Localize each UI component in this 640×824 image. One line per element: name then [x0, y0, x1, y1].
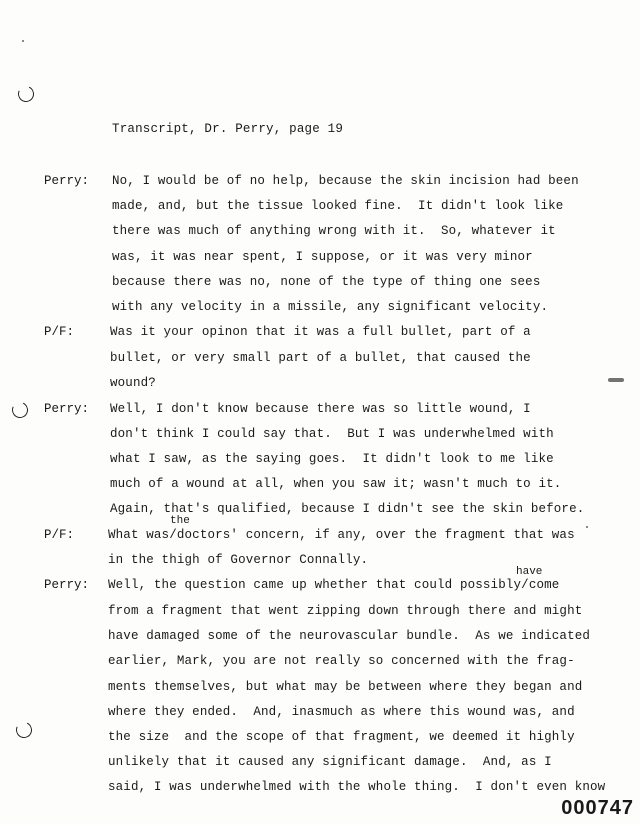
- transcript-line: unlikely that it caused any significant damage. And, as I: [108, 755, 552, 769]
- speaker-label: Perry:: [44, 174, 90, 188]
- transcript-line: there was much of anything wrong with it. So, whatever it: [112, 224, 556, 238]
- transcript-line: was, it was near spent, I suppose, or it was very minor: [112, 250, 533, 264]
- transcript-line: from a fragment that went zipping down through there and might: [108, 604, 583, 618]
- page-header: Transcript, Dr. Perry, page 19: [112, 122, 344, 136]
- transcript-line: made, and, but the tissue looked fine. It didn't look like: [112, 199, 564, 213]
- transcript-line: Well, I don't know because there was so little wound, I: [110, 402, 531, 416]
- speaker-label: P/F:: [44, 325, 75, 339]
- transcript-line: bullet, or very small part of a bullet, that caused the: [110, 351, 531, 365]
- transcript-line: What was/doctors' concern, if any, over the fragment that was: [108, 528, 575, 542]
- transcript-line: No, I would be of no help, because the skin incision had been: [112, 174, 579, 188]
- speaker-label: Perry:: [44, 578, 90, 592]
- transcript-line: Was it your opinon that it was a full bullet, part of a: [110, 325, 531, 339]
- transcript-line: what I saw, as the saying goes. It didn't look to me like: [110, 452, 554, 466]
- transcript-line: wound?: [110, 376, 156, 390]
- speaker-label: Perry:: [44, 402, 90, 416]
- transcript-line: much of a wound at all, when you saw it; wasn't much to it.: [110, 477, 562, 491]
- transcript-line: Again, that's qualified, because I didn't see the skin before.: [110, 502, 585, 516]
- punch-hole-mark-middle: [10, 400, 31, 421]
- margin-smudge: [608, 378, 624, 382]
- transcript-line: don't think I could say that. But I was underwhelmed with: [110, 427, 554, 441]
- inserted-word-the: the: [170, 515, 190, 527]
- transcript-line: with any velocity in a missile, any significant velocity.: [112, 300, 549, 314]
- transcript-line: the size and the scope of that fragment, we deemed it highly: [108, 730, 575, 744]
- punch-hole-mark-bottom: [14, 720, 35, 741]
- inserted-word-have: have: [516, 566, 543, 578]
- transcript-line: where they ended. And, inasmuch as where this wound was, and: [108, 705, 575, 719]
- transcript-line: Well, the question came up whether that could possibly/come: [108, 578, 560, 592]
- speck: [22, 40, 24, 42]
- speck: [586, 526, 588, 528]
- transcript-line: earlier, Mark, you are not really so concerned with the frag-: [108, 654, 575, 668]
- transcript-line: have damaged some of the neurovascular bundle. As we indicated: [108, 629, 591, 643]
- transcript-line: said, I was underwhelmed with the whole thing. I don't even know: [108, 780, 606, 794]
- transcript-line: because there was no, none of the type of thing one sees: [112, 275, 541, 289]
- speaker-label: P/F:: [44, 528, 75, 542]
- transcript-line: in the thigh of Governor Connally.: [108, 553, 369, 567]
- punch-hole-mark-top: [16, 84, 37, 105]
- transcript-line: ments themselves, but what may be between where they began and: [108, 680, 583, 694]
- document-stamp-number: 000747: [561, 797, 634, 819]
